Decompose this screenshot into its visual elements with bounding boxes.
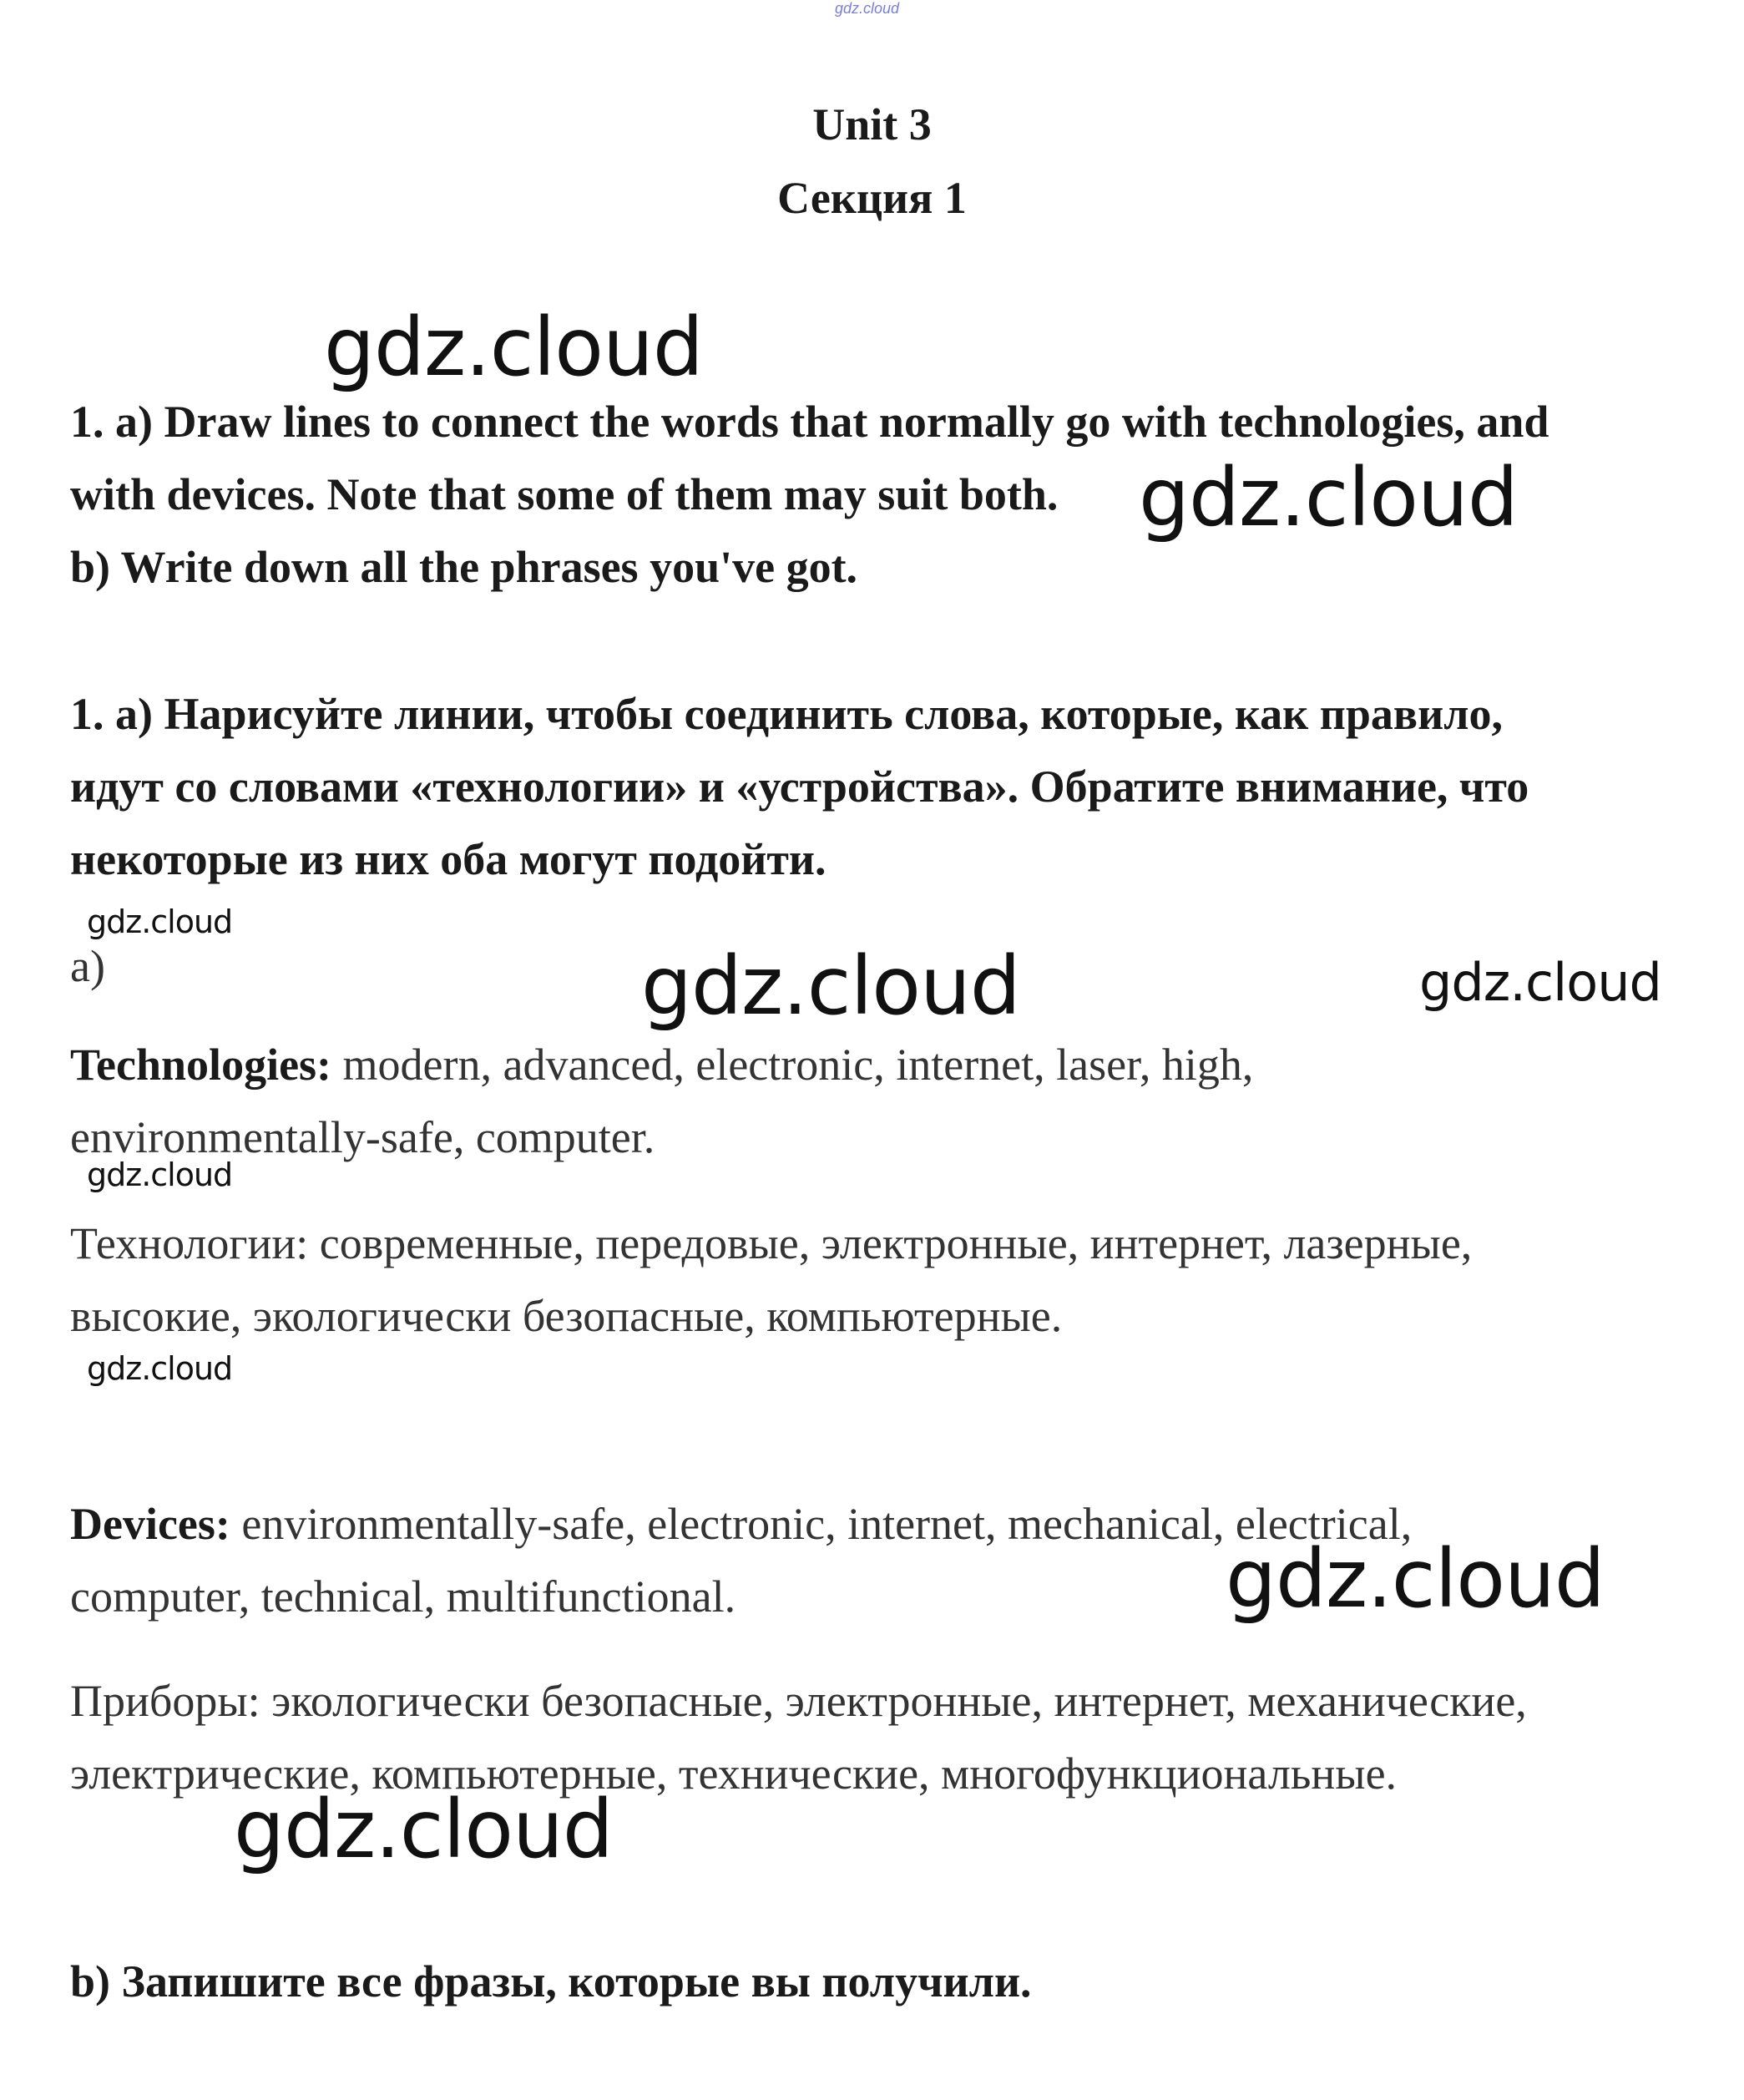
technologies-ru-line-1: Технологии: современные, передовые, электронные, интернет, лазерные, [70, 1218, 1473, 1268]
task-ru-line-1: 1. а) Нарисуйте линии, чтобы соединить слова, которые, как правило, [70, 689, 1504, 739]
watermark: gdz.cloud [641, 939, 1020, 1033]
technologies-words-1: modern, advanced, electronic, internet, laser, high, [342, 1040, 1254, 1090]
technologies-line-2: environmentally-safe, computer. [70, 1112, 655, 1162]
watermark: gdz.cloud [87, 903, 233, 940]
answer-label: а) [70, 941, 105, 991]
watermark: gdz.cloud [87, 1156, 233, 1193]
task-ru-line-2: идут со словами «технологии» и «устройства». Обратите внимание, что [70, 762, 1529, 812]
watermark: gdz.cloud [1139, 451, 1518, 544]
task-en-line-3: b) Write down all the phrases you've got. [70, 542, 858, 592]
watermark: gdz.cloud [87, 1350, 233, 1387]
devices-label: Devices: [70, 1499, 230, 1549]
unit-title: Unit 3 [812, 99, 932, 149]
watermark: gdz.cloud [324, 301, 703, 394]
technologies-label: Technologies: [70, 1040, 332, 1090]
technologies-line-1 [70, 1029, 1706, 1101]
task-en-line-1: 1. a) Draw lines to connect the words that normally go with technologies, and [70, 397, 1549, 447]
devices-ru-line-2: электрические, компьютерные, технические, многофункциональные. [70, 1748, 1398, 1799]
watermark: gdz.cloud [1226, 1532, 1605, 1626]
technologies-ru-line-2: высокие, экологически безопасные, компьютерные. [70, 1291, 1063, 1341]
task-ru-line-3: некоторые из них оба могут подойти. [70, 834, 827, 884]
section-title: Секция 1 [777, 173, 967, 223]
devices-words-1: environmentally-safe, electronic, internet, mechanical, electrical, [241, 1499, 1413, 1549]
task-en-line-2: with devices. Note that some of them may suit both. [70, 469, 1059, 519]
task-b-ru: b) Запишите все фразы, которые вы получили. [70, 1956, 1032, 2006]
watermark: gdz.cloud [1419, 952, 1661, 1013]
top-watermark: gdz.cloud [835, 0, 900, 17]
devices-ru-line-1: Приборы: экологически безопасные, электронные, интернет, механические, [70, 1676, 1527, 1726]
watermark: gdz.cloud [234, 1783, 613, 1876]
devices-line-2: computer, technical, multifunctional. [70, 1571, 736, 1622]
